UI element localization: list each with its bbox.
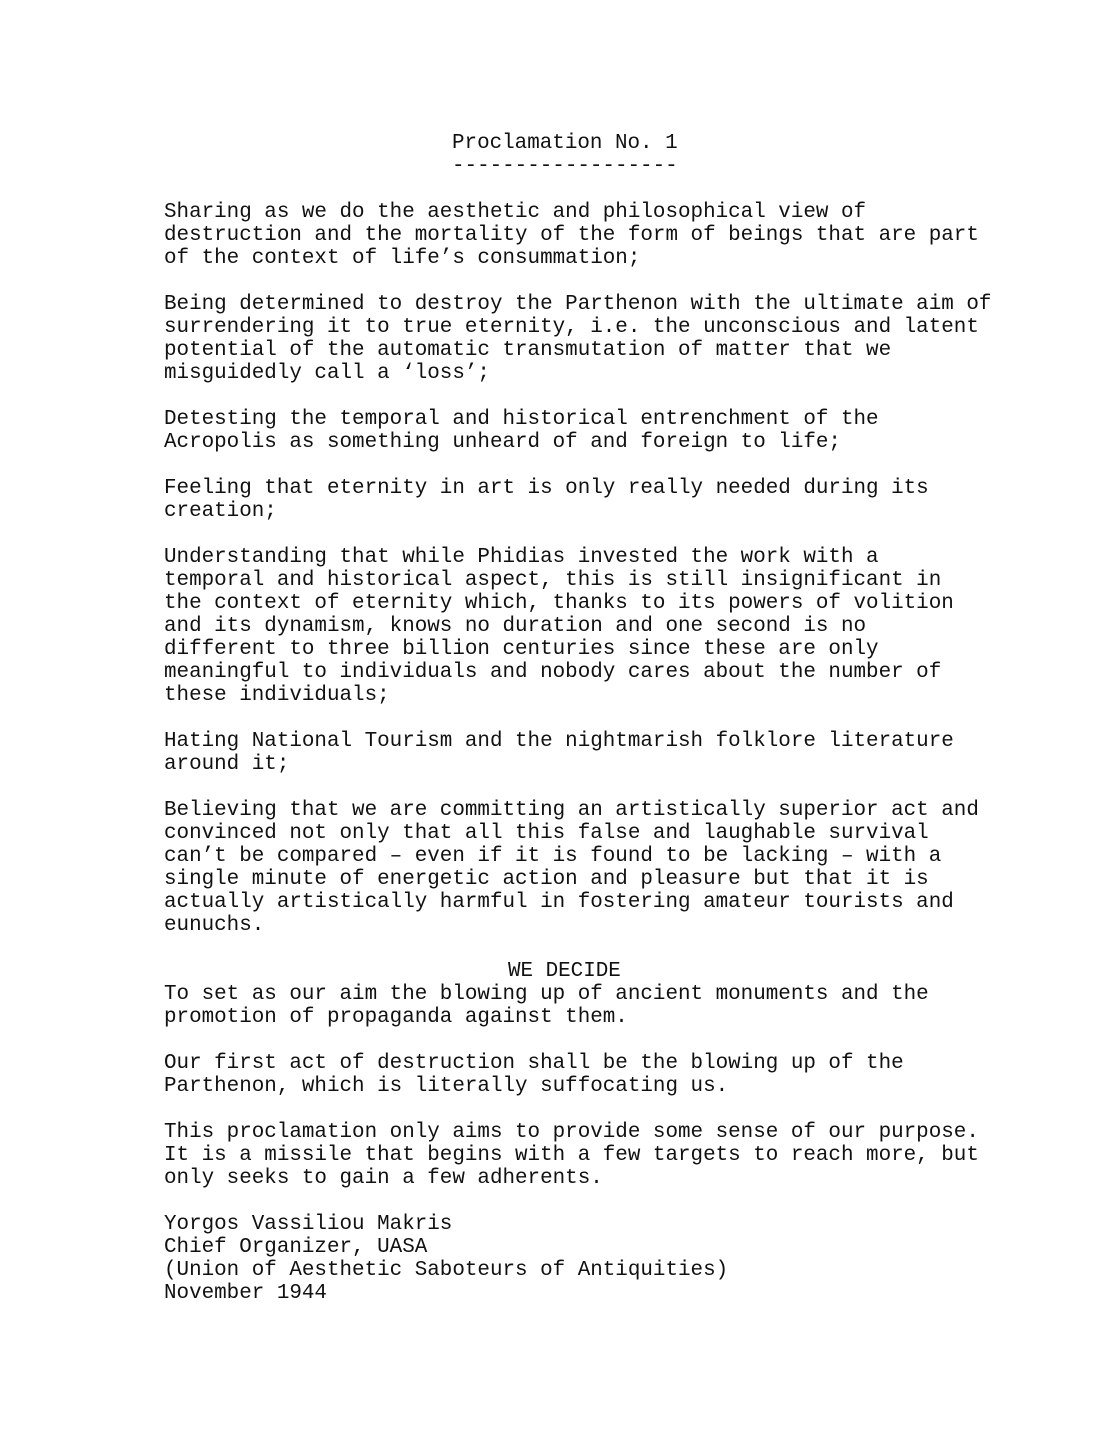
preamble xyxy=(164,201,991,937)
text-line: Being determined to destroy the Parthenon with the ultimate aim of xyxy=(164,293,992,316)
text-line: destruction and the mortality of the form of beings that are part xyxy=(164,224,979,247)
text-line: convinced not only that all this false and laughable survival xyxy=(164,822,929,845)
text-line: only seeks to gain a few adherents. xyxy=(164,1167,603,1190)
document xyxy=(164,132,991,1305)
text-line: different to three billion centuries since these are only xyxy=(164,638,879,661)
text-line: these individuals; xyxy=(164,684,390,707)
paragraph xyxy=(164,730,991,776)
decision-heading: WE DECIDE xyxy=(508,960,621,983)
text-line: Sharing as we do the aesthetic and philosophical view of xyxy=(164,201,867,224)
signature-line: November 1944 xyxy=(164,1282,327,1305)
text-line: Hating National Tourism and the nightmarish folklore literature xyxy=(164,730,954,753)
text-line: actually artistically harmful in fostering amateur tourists and xyxy=(164,891,954,914)
title-underline: ------------------ xyxy=(452,155,678,178)
text-line: It is a missile that begins with a few targets to reach more, but xyxy=(164,1144,979,1167)
text-line: around it; xyxy=(164,753,290,776)
paragraph xyxy=(164,1121,991,1190)
signature-block xyxy=(164,1213,991,1305)
signature-line: (Union of Aesthetic Saboteurs of Antiquities) xyxy=(164,1259,729,1282)
text-line: creation; xyxy=(164,500,277,523)
paragraph xyxy=(164,983,991,1029)
text-line: temporal and historical aspect, this is still insignificant in xyxy=(164,569,942,592)
text-line: single minute of energetic action and pleasure but that it is xyxy=(164,868,929,891)
paragraph xyxy=(164,1052,991,1098)
text-line: Believing that we are committing an artistically superior act and xyxy=(164,799,979,822)
text-line: and its dynamism, knows no duration and one second is no xyxy=(164,615,867,638)
text-line: the context of eternity which, thanks to its powers of volition xyxy=(164,592,954,615)
paragraph xyxy=(164,293,991,385)
text-line: meaningful to individuals and nobody cares about the number of xyxy=(164,661,942,684)
text-line: This proclamation only aims to provide some sense of our purpose. xyxy=(164,1121,979,1144)
text-line: of the context of life’s consummation; xyxy=(164,247,641,270)
paragraph xyxy=(164,799,991,937)
text-line: Parthenon, which is literally suffocating us. xyxy=(164,1075,729,1098)
text-line: Acropolis as something unheard of and foreign to life; xyxy=(164,431,841,454)
text-line: Our first act of destruction shall be the blowing up of the xyxy=(164,1052,904,1075)
paragraph xyxy=(164,408,991,454)
paragraph xyxy=(164,546,991,707)
text-line: Feeling that eternity in art is only really needed during its xyxy=(164,477,929,500)
text-line: promotion of propaganda against them. xyxy=(164,1006,628,1029)
text-line: can’t be compared – even if it is found to be lacking – with a xyxy=(164,845,942,868)
signature-line: Chief Organizer, UASA xyxy=(164,1236,428,1259)
text-line: Understanding that while Phidias invested the work with a xyxy=(164,546,879,569)
paragraph xyxy=(164,201,991,270)
decisions xyxy=(164,983,991,1190)
text-line: potential of the automatic transmutation of matter that we xyxy=(164,339,892,362)
text-line: To set as our aim the blowing up of ancient monuments and the xyxy=(164,983,929,1006)
spacer xyxy=(164,178,991,201)
text-line: misguidedly call a ‘loss’; xyxy=(164,362,490,385)
paragraph xyxy=(164,477,991,523)
text-line: surrendering it to true eternity, i.e. the unconscious and latent xyxy=(164,316,979,339)
document-title: Proclamation No. 1 xyxy=(452,132,678,155)
text-line: Detesting the temporal and historical entrenchment of the xyxy=(164,408,879,431)
signature-line: Yorgos Vassiliou Makris xyxy=(164,1213,453,1236)
text-line: eunuchs. xyxy=(164,914,265,937)
